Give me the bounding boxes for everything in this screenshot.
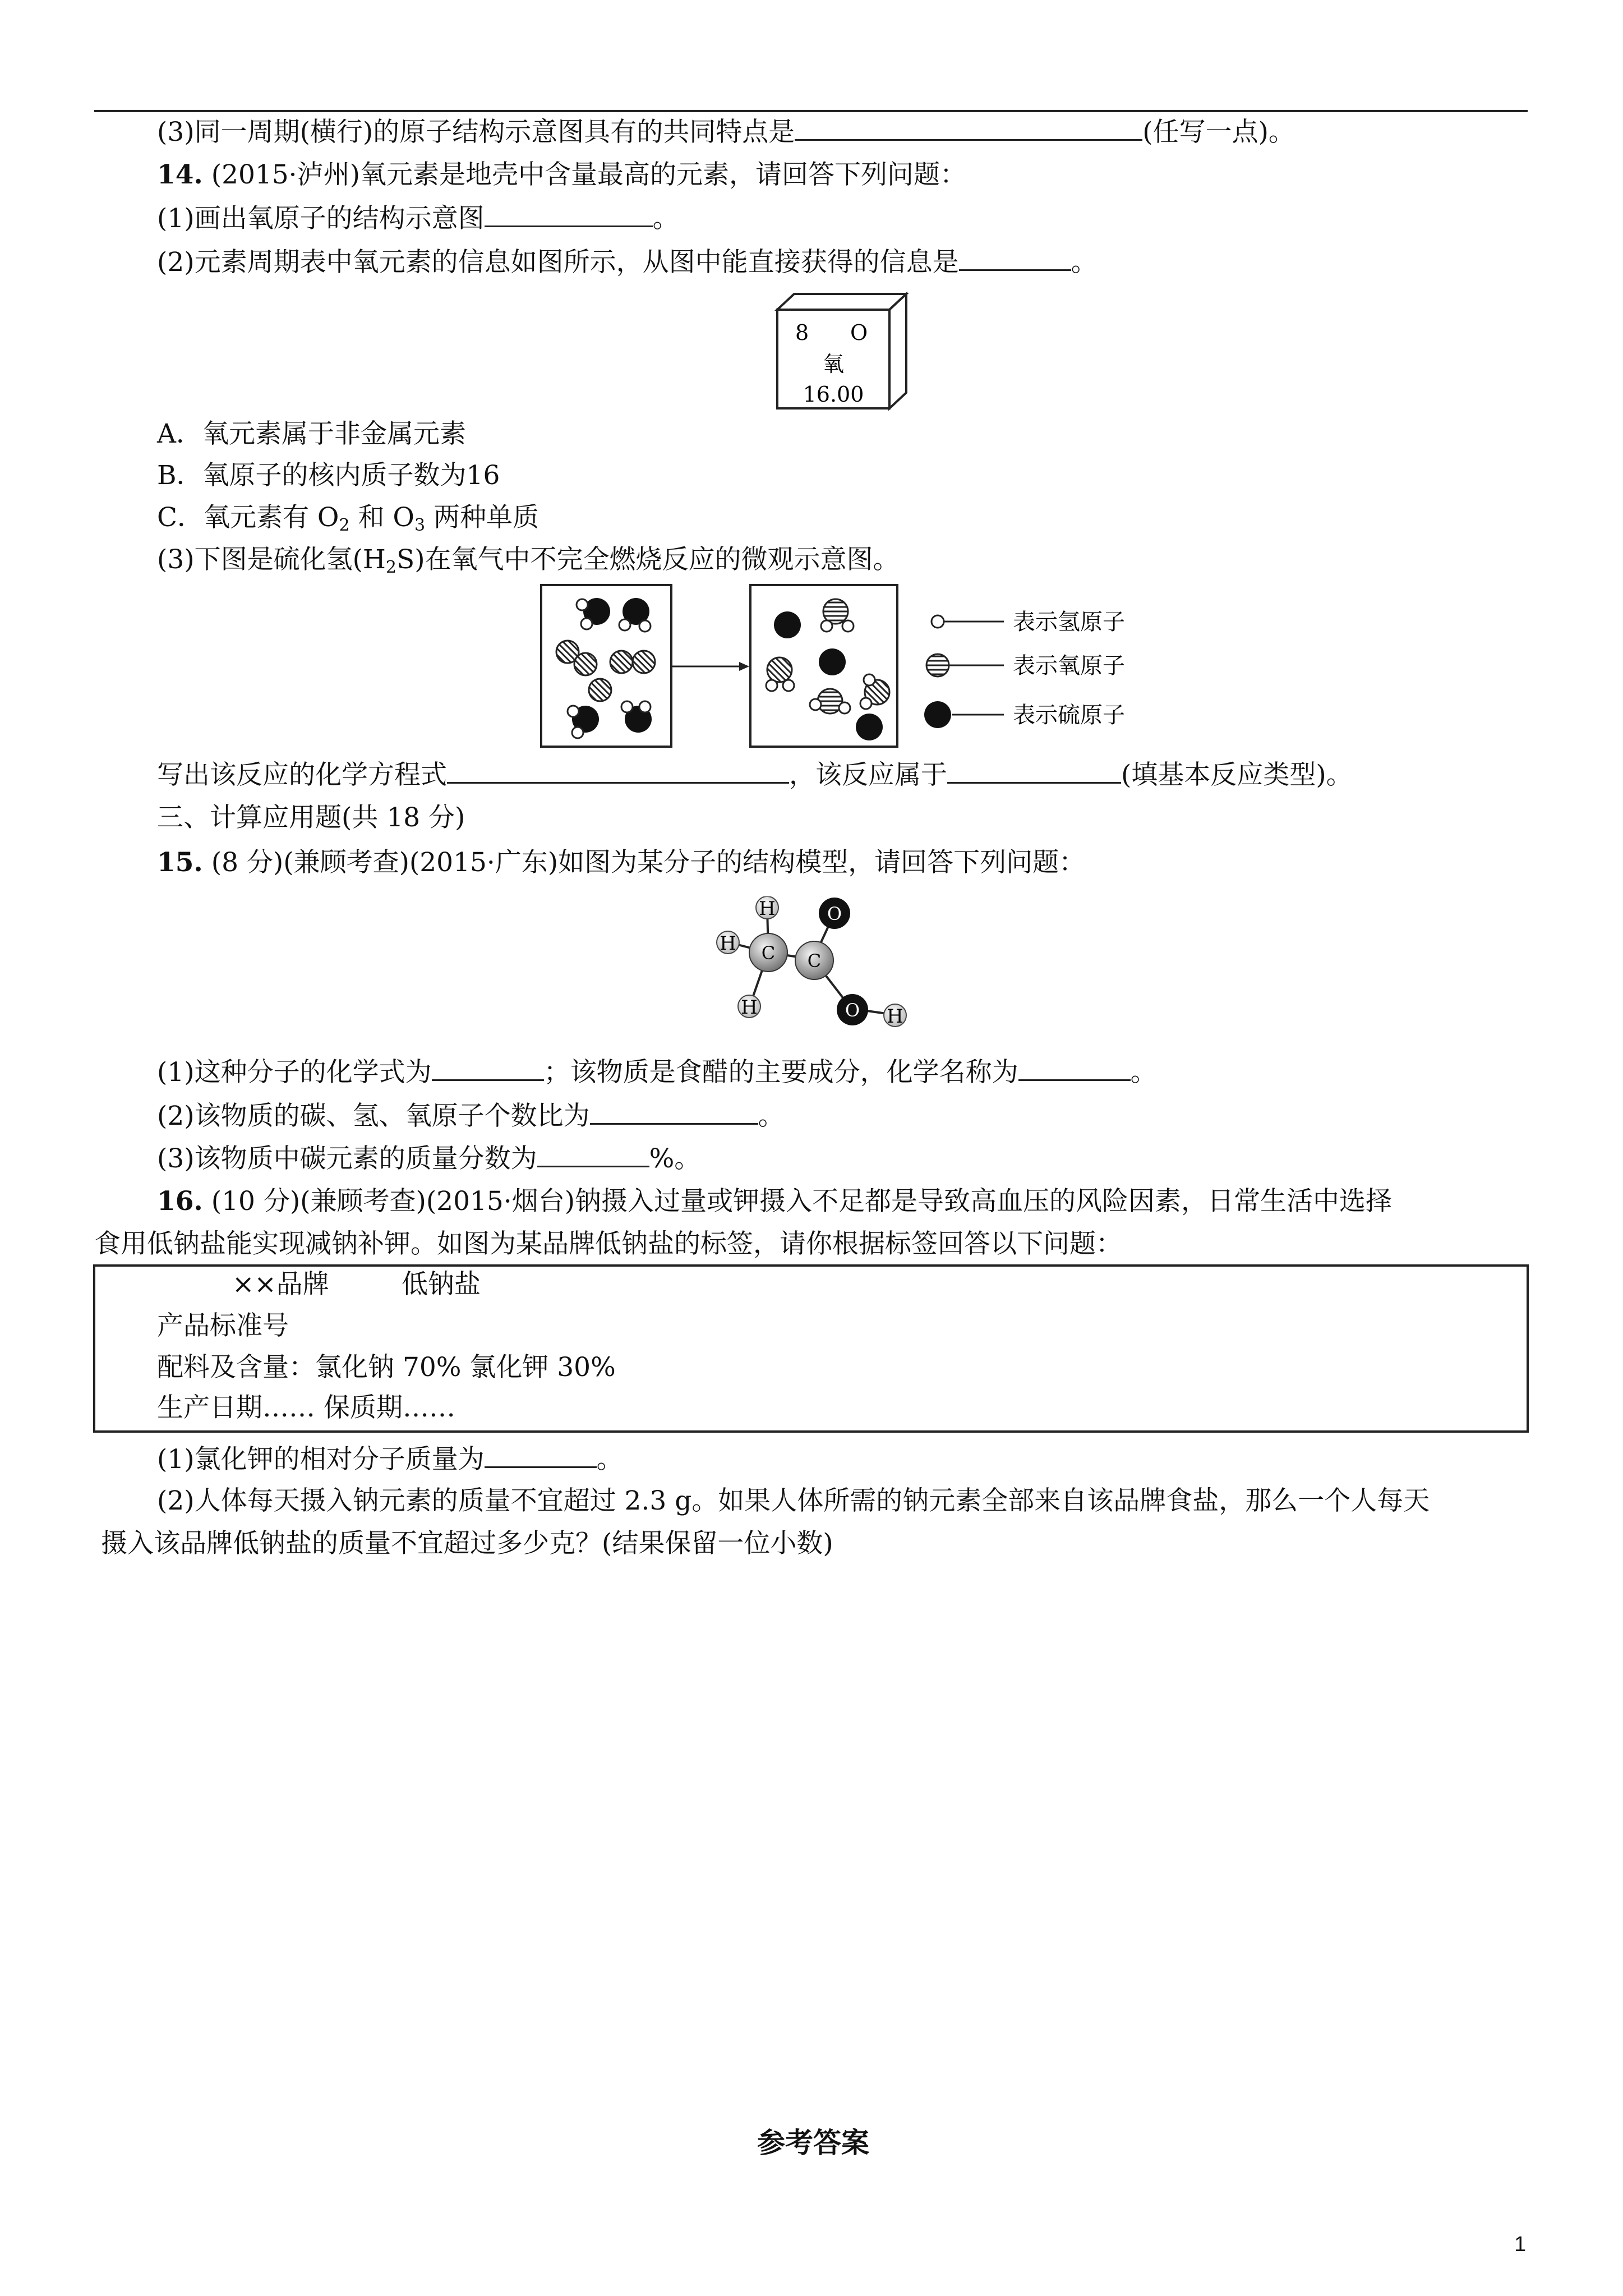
q15-stem: 15. (8 分)(兼顾考查)(2015·广东)如图为某分子的结构模型，请回答下列问题：	[157, 847, 1086, 878]
salt-label-box	[93, 1264, 1529, 1433]
hydrogen-atom-icon	[932, 615, 944, 628]
tile-name: 氧	[822, 352, 845, 376]
option-b: B．氧原子的核内质子数为16	[157, 460, 500, 491]
reaction-diagram	[538, 582, 1195, 751]
section-title: 三、计算应用题(共 18 分)	[157, 802, 465, 833]
svg-text:表示氧原子: 表示氧原子	[1013, 653, 1125, 679]
carbon-atom	[749, 933, 787, 972]
svg-text:C: C	[761, 942, 776, 964]
hydrogen-atom	[738, 995, 760, 1019]
sulfur-atom	[774, 611, 801, 638]
svg-text:表示氢原子: 表示氢原子	[1013, 609, 1125, 635]
svg-text:H: H	[887, 1005, 903, 1028]
hydrogen-atom	[884, 1004, 906, 1028]
svg-text:H: H	[720, 932, 736, 955]
answer-blank[interactable]	[795, 114, 1142, 141]
q16-part2-line2: 摄入该品牌低钠盐的质量不宜超过多少克？(结果保留一位小数)	[101, 1528, 833, 1559]
answer-blank[interactable]	[432, 1055, 544, 1081]
q15-part2: (2)该物质的碳、氢、氧原子个数比为 。	[157, 1098, 785, 1133]
hydrogen-atom	[756, 896, 778, 920]
q14-part1: (1)画出氧原子的结构示意图 。	[157, 201, 679, 236]
q15-part3: (3)该物质中碳元素的质量分数为 %。	[157, 1141, 700, 1176]
answer-blank[interactable]	[590, 1098, 758, 1125]
sulfur-atom	[819, 648, 846, 675]
tile-atomic-mass: 16.00	[803, 382, 864, 407]
q16-stem-line1: 16. (10 分)(兼顾考查)(2015·烟台)钠摄入过量或钾摄入不足都是导致高血压的风险因素，日常生活中选择	[157, 1186, 1393, 1217]
q16-part1: (1)氯化钾的相对分子质量为 。	[157, 1442, 623, 1476]
answer-blank[interactable]	[1018, 1055, 1131, 1081]
oxygen-atom	[837, 994, 868, 1025]
label-ingredients: 配料及含量：氯化钠 70% 氯化钾 30%	[157, 1352, 616, 1383]
svg-text:C: C	[807, 950, 822, 972]
label-standard: 产品标准号	[157, 1310, 289, 1341]
svg-text:H: H	[741, 996, 758, 1019]
label-dates: 生产日期…… 保质期……	[157, 1392, 455, 1423]
answer-blank[interactable]	[447, 757, 789, 784]
option-c: C．氧元素有 $O_2$ 和 $O_3$ 两种单质	[157, 502, 539, 535]
page-number: 1	[1514, 2233, 1527, 2256]
svg-text:表示硫原子: 表示硫原子	[1013, 702, 1125, 728]
oxygen-atom-icon	[926, 654, 949, 677]
oxygen-atom	[819, 898, 850, 929]
arrow-head-icon	[739, 662, 749, 671]
q16-stem-line2: 食用低钠盐能实现减钠补钾。如图为某品牌低钠盐的标签，请你根据标签回答以下问题：	[94, 1228, 1122, 1259]
q13-part3: (3)同一周期(横行)的原子结构示意图具有的共同特点是 (任写一点)。	[157, 114, 1295, 149]
answer-blank[interactable]	[485, 1442, 597, 1468]
q14-equation-line: 写出该反应的化学方程式 ，该反应属于 (填基本反应类型)。	[157, 757, 1353, 792]
label-product: 低钠盐	[402, 1269, 481, 1300]
answer-blank[interactable]	[485, 201, 653, 227]
q15-part1: (1)这种分子的化学式为 ；该物质是食醋的主要成分，化学名称为 。	[157, 1055, 1157, 1089]
label-brand: ××品牌	[232, 1269, 329, 1300]
answer-blank[interactable]	[537, 1141, 649, 1167]
q14-stem: 14. (2015·泸州)氧元素是地壳中含量最高的元素，请回答下列问题：	[157, 159, 966, 190]
carbon-atom	[795, 941, 833, 979]
top-rule	[94, 110, 1528, 112]
answers-heading: 参考答案	[757, 2126, 869, 2159]
q16-part2-line1: (2)人体每天摄入钠元素的质量不宜超过 2.3 g。如果人体所需的钠元素全部来自该品牌食盐，那么一个人每天	[157, 1485, 1430, 1516]
q14-part3: (3)下图是硫化氢$(H_2S)$在氧气中不完全燃烧反应的微观示意图。	[157, 544, 900, 577]
svg-text:H: H	[759, 898, 776, 920]
o2-molecule	[589, 679, 611, 701]
q14-part2: (2)元素周期表中氧元素的信息如图所示，从图中能直接获得的信息是 。	[157, 245, 1098, 279]
legend-oxygen	[926, 653, 1125, 679]
sulfur-atom	[856, 714, 883, 740]
legend-sulfur	[924, 701, 1125, 728]
answer-blank[interactable]	[947, 757, 1121, 784]
sulfur-atom-icon	[924, 701, 951, 728]
tile-symbol: O	[850, 320, 868, 345]
oxygen-element-tile	[772, 287, 917, 411]
acetic-acid-model	[712, 896, 976, 1042]
answer-blank[interactable]	[959, 245, 1071, 271]
svg-text:O: O	[845, 1000, 860, 1021]
tile-atomic-number: 8	[795, 320, 809, 345]
legend-hydrogen	[932, 609, 1125, 635]
option-a: A．氧元素属于非金属元素	[157, 418, 466, 449]
hydrogen-atom	[717, 931, 739, 955]
svg-text:O: O	[827, 903, 842, 924]
